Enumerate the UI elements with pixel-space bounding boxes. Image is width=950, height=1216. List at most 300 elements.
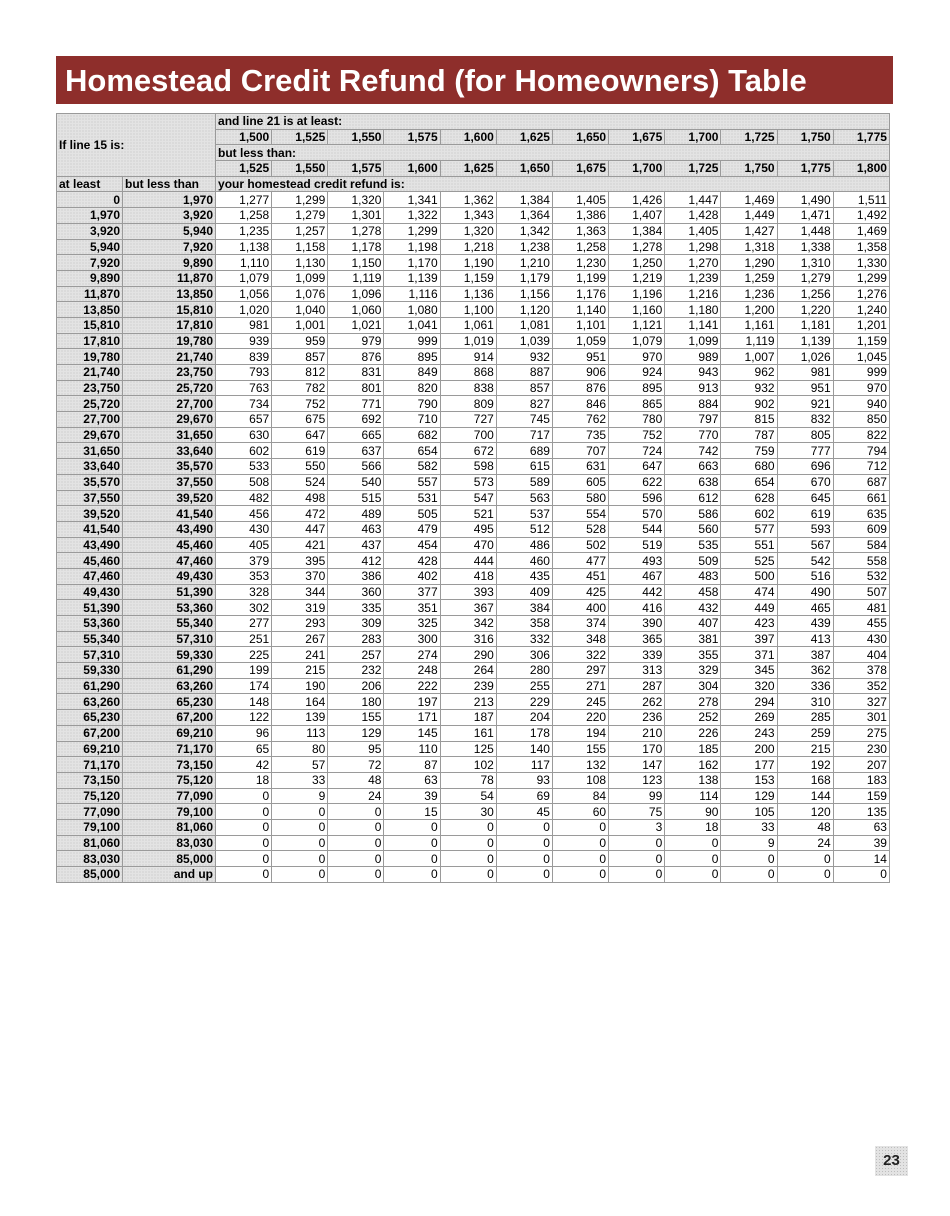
refund-value-cell: 544 [609,521,665,537]
refund-value-cell: 220 [552,710,608,726]
line15-at-least-cell: 17,810 [57,333,123,349]
refund-value-cell: 1,110 [216,255,272,271]
refund-value-cell: 447 [272,521,328,537]
refund-value-cell: 225 [216,647,272,663]
refund-value-cell: 215 [272,663,328,679]
table-row [57,349,890,365]
refund-value-cell: 285 [777,710,833,726]
refund-value-cell: 1,427 [721,223,777,239]
line15-less-than-cell: 9,890 [123,255,216,271]
refund-value-cell: 0 [496,819,552,835]
table-row [57,757,890,773]
refund-value-cell: 42 [216,757,272,773]
refund-value-cell: 222 [384,678,440,694]
refund-value-cell: 1,181 [777,317,833,333]
refund-value-cell: 1,041 [384,317,440,333]
line15-at-least-cell: 41,540 [57,521,123,537]
refund-value-cell: 113 [272,725,328,741]
refund-value-cell: 122 [216,710,272,726]
table-row [57,443,890,459]
table-row [57,710,890,726]
refund-value-cell: 628 [721,490,777,506]
refund-value-cell: 239 [440,678,496,694]
refund-value-cell: 763 [216,380,272,396]
line15-at-least-cell: 37,550 [57,490,123,506]
refund-value-cell: 913 [665,380,721,396]
refund-value-cell: 262 [609,694,665,710]
table-row [57,600,890,616]
table-row [57,521,890,537]
refund-value-cell: 69 [496,788,552,804]
refund-value-cell: 180 [328,694,384,710]
refund-value-cell: 1,199 [552,270,608,286]
refund-value-cell: 943 [665,365,721,381]
refund-value-cell: 0 [440,835,496,851]
refund-value-cell: 887 [496,365,552,381]
refund-value-cell: 596 [609,490,665,506]
line15-less-than-cell: 29,670 [123,412,216,428]
refund-value-cell: 99 [609,788,665,804]
refund-value-cell: 884 [665,396,721,412]
refund-value-cell: 425 [552,584,608,600]
refund-value-cell: 1,310 [777,255,833,271]
refund-value-cell: 290 [440,647,496,663]
refund-value-cell: 524 [272,474,328,490]
refund-value-cell: 0 [328,867,384,883]
refund-value-cell: 183 [833,772,889,788]
table-row [57,380,890,396]
refund-value-cell: 465 [777,600,833,616]
line21-less-than-cell: 1,625 [440,161,496,177]
refund-value-cell: 1,119 [721,333,777,349]
refund-value-cell: 535 [665,537,721,553]
header-row-and-line [57,114,890,130]
refund-value-cell: 60 [552,804,608,820]
table-row [57,490,890,506]
refund-value-cell: 602 [216,443,272,459]
refund-value-cell: 638 [665,474,721,490]
refund-value-cell: 409 [496,584,552,600]
refund-value-cell: 267 [272,631,328,647]
refund-value-cell: 1,096 [328,286,384,302]
refund-value-cell: 0 [552,835,608,851]
refund-value-cell: 557 [384,474,440,490]
refund-value-cell: 0 [384,867,440,883]
line21-less-than-cell: 1,650 [496,161,552,177]
refund-value-cell: 259 [777,725,833,741]
refund-value-cell: 486 [496,537,552,553]
refund-value-cell: 185 [665,741,721,757]
refund-value-cell: 63 [384,772,440,788]
refund-value-cell: 144 [777,788,833,804]
refund-value-cell: 105 [721,804,777,820]
refund-value-cell: 710 [384,412,440,428]
refund-value-cell: 0 [665,835,721,851]
refund-value-cell: 1,076 [272,286,328,302]
refund-value-cell: 294 [721,694,777,710]
refund-value-cell: 1,364 [496,208,552,224]
refund-value-cell: 0 [777,851,833,867]
line21-less-than-cell: 1,550 [272,161,328,177]
refund-value-cell: 147 [609,757,665,773]
line15-less-than-cell: 53,360 [123,600,216,616]
refund-value-cell: 477 [552,553,608,569]
table-row [57,835,890,851]
refund-value-cell: 580 [552,490,608,506]
line15-less-than-cell: 83,030 [123,835,216,851]
line15-less-than-cell: 23,750 [123,365,216,381]
refund-value-cell: 999 [384,333,440,349]
refund-value-cell: 367 [440,600,496,616]
refund-value-cell: 325 [384,616,440,632]
refund-value-cell: 563 [496,490,552,506]
refund-value-cell: 322 [552,647,608,663]
line15-at-least-cell: 59,330 [57,663,123,679]
refund-value-cell: 9 [272,788,328,804]
refund-value-cell: 472 [272,506,328,522]
line15-at-least-cell: 0 [57,192,123,208]
refund-value-cell: 0 [328,835,384,851]
refund-value-cell: 512 [496,521,552,537]
line15-at-least-cell: 27,700 [57,412,123,428]
refund-value-cell: 752 [272,396,328,412]
refund-value-cell: 463 [328,521,384,537]
refund-value-cell: 168 [777,772,833,788]
refund-value-cell: 0 [440,819,496,835]
refund-value-cell: 187 [440,710,496,726]
refund-value-cell: 402 [384,568,440,584]
line15-less-than-cell: and up [123,867,216,883]
refund-value-cell: 355 [665,647,721,663]
refund-value-cell: 95 [328,741,384,757]
refund-value-cell: 505 [384,506,440,522]
refund-value-cell: 831 [328,365,384,381]
refund-value-cell: 358 [496,616,552,632]
table-row [57,788,890,804]
refund-value-cell: 328 [216,584,272,600]
refund-value-cell: 1,405 [665,223,721,239]
refund-value-cell: 455 [833,616,889,632]
refund-value-cell: 18 [665,819,721,835]
line15-at-least-cell: 45,460 [57,553,123,569]
refund-value-cell: 0 [216,867,272,883]
refund-value-cell: 542 [777,553,833,569]
refund-value-cell: 93 [496,772,552,788]
refund-value-cell: 519 [609,537,665,553]
refund-value-cell: 1,279 [777,270,833,286]
line15-less-than-cell: 21,740 [123,349,216,365]
refund-value-cell: 1,121 [609,317,665,333]
refund-value-cell: 1,511 [833,192,889,208]
refund-value-cell: 301 [833,710,889,726]
refund-value-cell: 1,136 [440,286,496,302]
refund-value-cell: 1,341 [384,192,440,208]
refund-value-cell: 827 [496,396,552,412]
refund-value-cell: 857 [272,349,328,365]
line15-less-than-cell: 17,810 [123,317,216,333]
refund-value-cell: 820 [384,380,440,396]
refund-value-cell: 1,100 [440,302,496,318]
refund-value-cell: 1,240 [833,302,889,318]
refund-value-cell: 1,278 [609,239,665,255]
refund-value-cell: 602 [721,506,777,522]
refund-value-cell: 1,426 [609,192,665,208]
table-row [57,239,890,255]
line21-at-least-cell: 1,500 [216,129,272,145]
refund-value-cell: 24 [328,788,384,804]
refund-value-cell: 647 [272,427,328,443]
refund-value-cell: 155 [552,741,608,757]
table-row [57,725,890,741]
refund-value-cell: 287 [609,678,665,694]
refund-value-cell: 352 [833,678,889,694]
line15-at-least-cell: 5,940 [57,239,123,255]
table-row [57,867,890,883]
refund-value-cell: 110 [384,741,440,757]
line15-less-than-cell: 47,460 [123,553,216,569]
refund-value-cell: 416 [609,600,665,616]
and-line-21-label: and line 21 is at least: [216,114,890,130]
line21-at-least-cell: 1,650 [552,129,608,145]
refund-value-cell: 696 [777,459,833,475]
refund-value-cell: 801 [328,380,384,396]
refund-value-cell: 1,492 [833,208,889,224]
refund-value-cell: 283 [328,631,384,647]
refund-value-cell: 1,236 [721,286,777,302]
table-row [57,506,890,522]
refund-value-cell: 672 [440,443,496,459]
refund-value-cell: 226 [665,725,721,741]
refund-value-cell: 528 [552,521,608,537]
refund-value-cell: 895 [609,380,665,396]
refund-value-cell: 687 [833,474,889,490]
refund-value-cell: 336 [777,678,833,694]
line15-less-than-cell: 59,330 [123,647,216,663]
line15-less-than-cell: 45,460 [123,537,216,553]
refund-value-cell: 264 [440,663,496,679]
line21-at-least-cell: 1,750 [777,129,833,145]
line15-less-than-cell: 3,920 [123,208,216,224]
refund-value-cell: 531 [384,490,440,506]
refund-value-cell: 39 [833,835,889,851]
refund-value-cell: 1,156 [496,286,552,302]
table-row [57,255,890,271]
table-row [57,223,890,239]
refund-value-cell: 449 [721,600,777,616]
refund-value-cell: 407 [665,616,721,632]
refund-value-cell: 114 [665,788,721,804]
refund-value-cell: 1,362 [440,192,496,208]
refund-value-cell: 320 [721,678,777,694]
refund-value-cell: 3 [609,819,665,835]
page-number: 23 [875,1146,908,1176]
refund-value-cell: 777 [777,443,833,459]
refund-value-cell: 635 [833,506,889,522]
refund-value-cell: 178 [496,725,552,741]
refund-value-cell: 906 [552,365,608,381]
refund-value-cell: 1,158 [272,239,328,255]
table-header [57,114,890,192]
refund-value-cell: 570 [609,506,665,522]
refund-value-cell: 0 [496,867,552,883]
refund-value-cell: 1,059 [552,333,608,349]
line21-less-than-cell: 1,525 [216,161,272,177]
refund-value-cell: 451 [552,568,608,584]
refund-value-cell: 252 [665,710,721,726]
refund-value-cell: 190 [272,678,328,694]
refund-value-cell: 797 [665,412,721,428]
refund-value-cell: 645 [777,490,833,506]
refund-value-cell: 661 [833,490,889,506]
line21-at-least-cell: 1,775 [833,129,889,145]
refund-value-cell: 171 [384,710,440,726]
table-row [57,568,890,584]
line15-less-than-cell: 5,940 [123,223,216,239]
refund-value-cell: 140 [496,741,552,757]
refund-value-cell: 1,277 [216,192,272,208]
line15-less-than-cell: 57,310 [123,631,216,647]
table-row [57,365,890,381]
refund-value-cell: 1,099 [272,270,328,286]
refund-value-cell: 48 [328,772,384,788]
refund-value-cell: 327 [833,694,889,710]
refund-value-cell: 951 [777,380,833,396]
refund-value-cell: 551 [721,537,777,553]
refund-value-cell: 75 [609,804,665,820]
refund-value-cell: 57 [272,757,328,773]
refund-value-cell: 1,363 [552,223,608,239]
refund-value-cell: 932 [496,349,552,365]
refund-value-cell: 444 [440,553,496,569]
refund-value-cell: 868 [440,365,496,381]
line15-at-least-cell: 33,640 [57,459,123,475]
refund-value-cell: 1,448 [777,223,833,239]
refund-value-cell: 345 [721,663,777,679]
refund-value-cell: 63 [833,819,889,835]
refund-value-cell: 586 [665,506,721,522]
refund-value-cell: 793 [216,365,272,381]
refund-value-cell: 1,386 [552,208,608,224]
refund-value-cell: 1,139 [384,270,440,286]
refund-value-cell: 432 [665,600,721,616]
refund-value-cell: 1,384 [496,192,552,208]
refund-value-cell: 1,278 [328,223,384,239]
refund-value-cell: 1,140 [552,302,608,318]
refund-value-cell: 839 [216,349,272,365]
refund-value-cell: 0 [216,835,272,851]
refund-value-cell: 470 [440,537,496,553]
refund-value-cell: 1,160 [609,302,665,318]
line21-at-least-cell: 1,525 [272,129,328,145]
refund-value-cell: 790 [384,396,440,412]
line21-less-than-cell: 1,775 [777,161,833,177]
refund-value-cell: 393 [440,584,496,600]
line15-at-least-cell: 69,210 [57,741,123,757]
refund-value-cell: 0 [216,851,272,867]
refund-value-cell: 1,159 [833,333,889,349]
refund-value-cell: 1,301 [328,208,384,224]
line15-at-least-cell: 3,920 [57,223,123,239]
refund-value-cell: 413 [777,631,833,647]
line15-less-than-cell: 31,650 [123,427,216,443]
line15-at-least-cell: 75,120 [57,788,123,804]
refund-value-cell: 1,020 [216,302,272,318]
refund-value-cell: 87 [384,757,440,773]
refund-value-cell: 712 [833,459,889,475]
line15-at-least-cell: 53,360 [57,616,123,632]
refund-value-cell: 1,081 [496,317,552,333]
refund-value-cell: 33 [272,772,328,788]
refund-value-cell: 924 [609,365,665,381]
refund-value-cell: 236 [609,710,665,726]
refund-value-cell: 762 [552,412,608,428]
refund-value-cell: 1,119 [328,270,384,286]
refund-value-cell: 1,342 [496,223,552,239]
line15-at-least-cell: 79,100 [57,819,123,835]
refund-value-cell: 138 [665,772,721,788]
refund-value-cell: 533 [216,459,272,475]
refund-value-cell: 1,320 [440,223,496,239]
line15-less-than-cell: 35,570 [123,459,216,475]
refund-value-cell: 1,276 [833,286,889,302]
refund-value-cell: 1,407 [609,208,665,224]
line15-less-than-cell: 69,210 [123,725,216,741]
refund-value-cell: 1,201 [833,317,889,333]
refund-value-cell: 139 [272,710,328,726]
refund-value-cell: 404 [833,647,889,663]
refund-value-cell: 1,045 [833,349,889,365]
refund-value-cell: 1,471 [777,208,833,224]
refund-value-cell: 145 [384,725,440,741]
refund-value-cell: 717 [496,427,552,443]
refund-value-cell: 558 [833,553,889,569]
refund-value-cell: 1,330 [833,255,889,271]
refund-value-cell: 418 [440,568,496,584]
line15-less-than-cell: 7,920 [123,239,216,255]
refund-value-cell: 257 [328,647,384,663]
refund-value-cell: 0 [440,851,496,867]
refund-value-cell: 752 [609,427,665,443]
refund-value-cell: 456 [216,506,272,522]
refund-value-cell: 619 [272,443,328,459]
line15-at-least-cell: 11,870 [57,286,123,302]
refund-value-cell: 932 [721,380,777,396]
refund-value-cell: 509 [665,553,721,569]
refund-value-cell: 902 [721,396,777,412]
refund-value-cell: 460 [496,553,552,569]
refund-value-cell: 370 [272,568,328,584]
refund-value-cell: 335 [328,600,384,616]
refund-value-cell: 1,270 [665,255,721,271]
refund-value-cell: 1,384 [609,223,665,239]
refund-value-cell: 1,161 [721,317,777,333]
refund-value-cell: 962 [721,365,777,381]
table-row [57,631,890,647]
refund-value-cell: 680 [721,459,777,475]
line21-less-than-cell: 1,800 [833,161,889,177]
line15-less-than-cell: 65,230 [123,694,216,710]
refund-value-cell: 521 [440,506,496,522]
refund-value-cell: 316 [440,631,496,647]
refund-value-cell: 437 [328,537,384,553]
refund-value-cell: 1,180 [665,302,721,318]
refund-value-cell: 467 [609,568,665,584]
line15-at-least-cell: 39,520 [57,506,123,522]
table-row [57,663,890,679]
refund-value-cell: 365 [609,631,665,647]
refund-value-cell: 24 [777,835,833,851]
refund-value-cell: 0 [777,867,833,883]
